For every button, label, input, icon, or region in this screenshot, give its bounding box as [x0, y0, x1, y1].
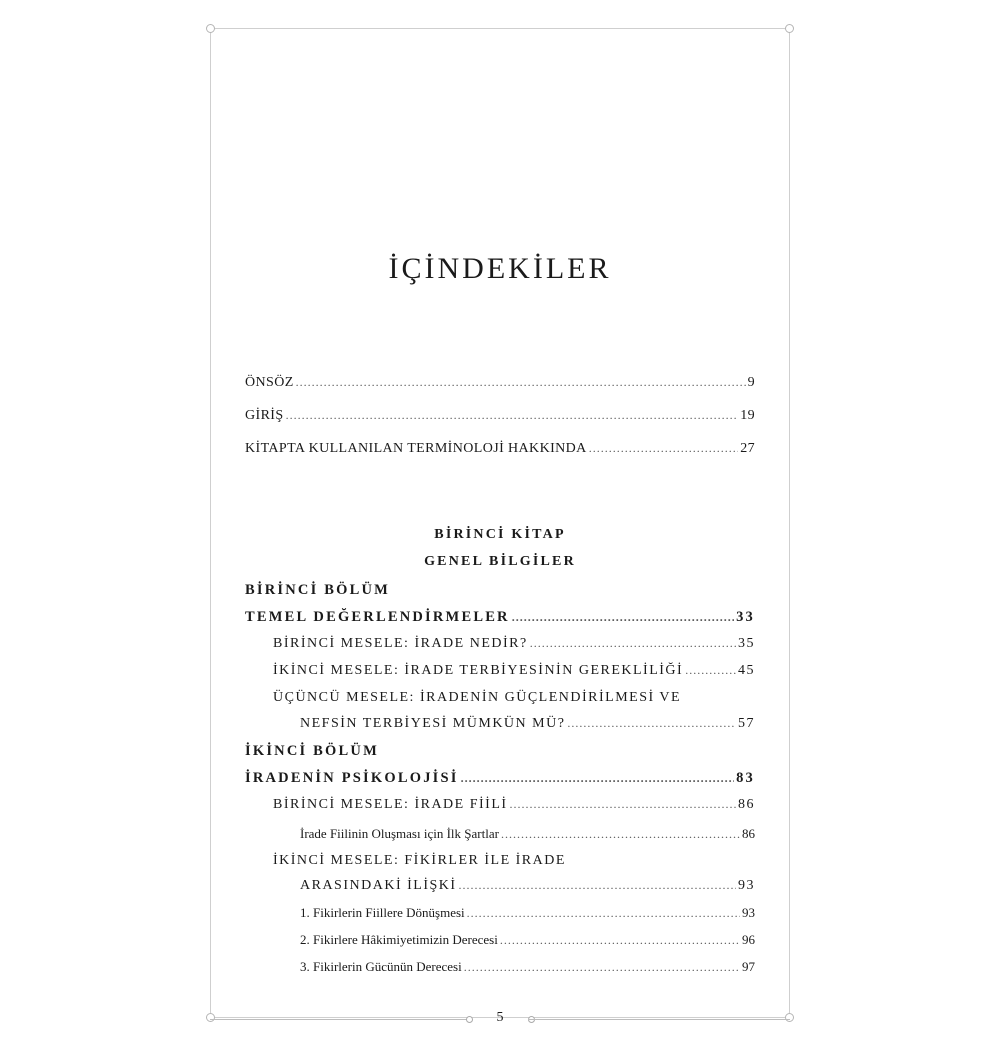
dot-leader [286, 408, 739, 423]
toc-entry-subsection[interactable]: 2. Fikirlere Hâkimiyetimizin Derecesi ..... 96 [300, 932, 755, 948]
toc-entry-mesele[interactable]: NEFSİN TERBİYESİ MÜMKÜN MÜ? ..... 57 [300, 716, 755, 732]
dot-leader [500, 933, 740, 948]
toc-entry-onsoz[interactable]: ÖNSÖZ ..... 9 [245, 375, 755, 391]
corner-ornament [785, 24, 794, 33]
dot-leader [512, 610, 734, 625]
dot-leader [589, 441, 739, 456]
dot-leader [685, 663, 736, 678]
dot-leader [501, 827, 740, 842]
toc-entry-mesele[interactable]: İKİNCİ MESELE: İRADE TERBİYESİNİN GEREKLİLİĞİ ..... 45 [273, 663, 755, 679]
toc-entry-part-title[interactable]: TEMEL DEĞERLENDİRMELER ..... 33 [245, 609, 755, 626]
toc-entry-mesele[interactable]: BİRİNCİ MESELE: İRADE FİİLİ ..... 86 [273, 797, 755, 813]
part-heading: BİRİNCİ BÖLÜM [245, 582, 391, 598]
toc-entry-mesele-line1: ÜÇÜNCÜ MESELE: İRADENİN GÜÇLENDİRİLMESİ VE [273, 690, 682, 705]
page-footer [0, 1010, 1000, 1030]
footer-rule [210, 1019, 472, 1020]
toc-entry-mesele-line1: İKİNCİ MESELE: FİKİRLER İLE İRADE [273, 853, 566, 868]
dot-leader [467, 906, 740, 921]
toc-entry-mesele[interactable]: ARASINDAKİ İLİŞKİ ..... 93 [300, 878, 755, 894]
page-title: İÇİNDEKİLER [388, 252, 612, 285]
toc-entry-subsection[interactable]: 1. Fikirlerin Fiillere Dönüşmesi ..... 93 [300, 905, 755, 921]
toc-entry-subsection[interactable]: İrade Fiilinin Oluşması için İlk Şartlar ..... 86 [300, 826, 755, 842]
page-frame [210, 28, 790, 1018]
toc-entry-part-title[interactable]: İRADENİN PSİKOLOJİSİ ..... 83 [245, 770, 755, 787]
page-number: 5 [496, 1010, 504, 1025]
toc-entry-subsection[interactable]: 3. Fikirlerin Gücünün Derecesi ..... 97 [300, 959, 755, 975]
toc-entry-terminoloji[interactable]: KİTAPTA KULLANILAN TERMİNOLOJİ HAKKINDA ..... 27 [245, 441, 755, 457]
book-heading: BİRİNCİ KİTAP [434, 527, 566, 542]
part-heading: İKİNCİ BÖLÜM [245, 743, 379, 759]
toc-entry-mesele[interactable]: BİRİNCİ MESELE: İRADE NEDİR? ..... 35 [273, 636, 755, 652]
dot-leader [464, 960, 740, 975]
corner-ornament [206, 24, 215, 33]
dot-leader [459, 878, 736, 893]
footer-ornament [466, 1016, 473, 1023]
book-subheading: GENEL BİLGİLER [424, 554, 576, 569]
dot-leader [461, 771, 734, 786]
footer-rule [528, 1019, 790, 1020]
dot-leader [510, 797, 736, 812]
dot-leader [567, 716, 736, 731]
toc-entry-giris[interactable]: GİRİŞ ..... 19 [245, 408, 755, 424]
dot-leader [530, 636, 736, 651]
dot-leader [296, 375, 746, 390]
